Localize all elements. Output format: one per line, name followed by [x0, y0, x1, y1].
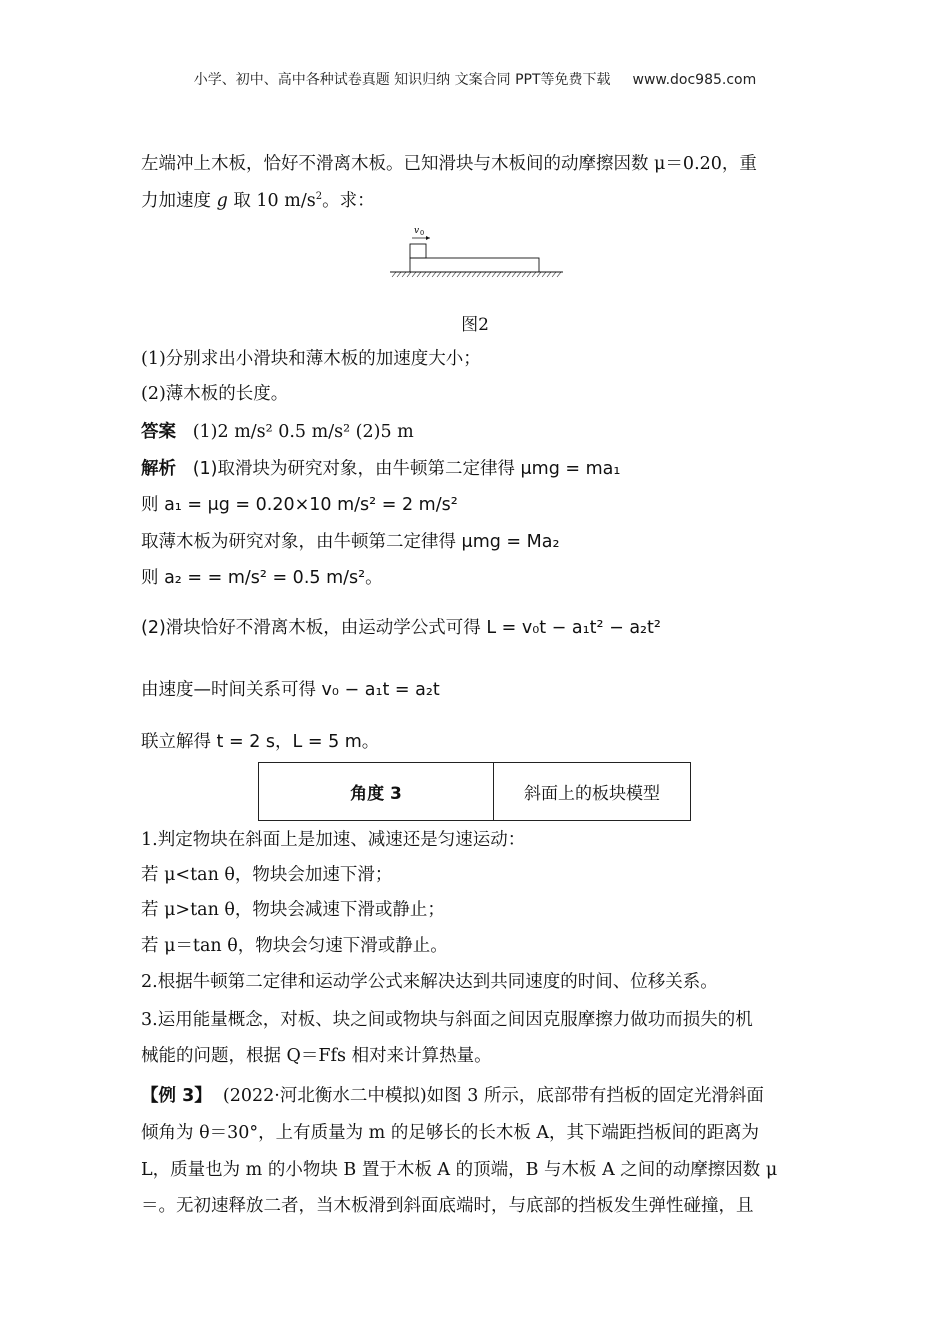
- point-2: 2.根据牛顿第二定律和运动学公式来解决达到共同速度的时间、位移关系。: [141, 972, 718, 992]
- point-condition-decel: 若 μ>tan θ，物块会减速下滑或静止；: [141, 900, 445, 920]
- angle-title: 斜面上的板块模型: [524, 784, 660, 804]
- svg-text:v: v: [414, 226, 420, 236]
- solution-line-6: 由速度—时间关系可得 v₀ − a₁t = a₂t: [141, 680, 440, 700]
- velocity-label: [414, 226, 424, 237]
- example-line-2: 倾角为 θ＝30°，上有质量为 m 的足够长的长木板 A，其下端距挡板间的距离为: [141, 1123, 760, 1143]
- angle-number: 角度 3: [259, 763, 494, 820]
- problem-line-2: 力加速度 g 取 10 $m/s^2$。求：: [141, 191, 375, 211]
- solution-line-2: 则 a₁ = μg = 0.20×10 m/s² = 2 m/s²: [141, 495, 458, 515]
- point-3-line-2: 械能的问题，根据 Q＝Ffs 相对来计算热量。: [141, 1046, 492, 1066]
- answer-text: (1)2 m/s² 0.5 m/s² (2)5 m: [192, 422, 414, 442]
- solution-line-3: 取薄木板为研究对象，由牛顿第二定律得 μmg = Ma₂: [141, 532, 560, 552]
- figure-caption: 图2: [461, 315, 489, 335]
- solution-line-5: (2)滑块恰好不滑离木板，由运动学公式可得 L = v₀t − a₁t² − a₂t²: [141, 618, 661, 638]
- example-line-3: L，质量也为 m 的小物块 B 置于木板 A 的顶端，B 与木板 A 之间的动摩擦因数 μ: [141, 1160, 778, 1180]
- header-text: 小学、初中、高中各种试卷真题 知识归纳 文案合同 PPT等免费下载: [193, 72, 611, 88]
- question-1: (1)分别求出小滑块和薄木板的加速度大小；: [141, 349, 481, 369]
- point-1: 1.判定物块在斜面上是加速、减速还是匀速运动：: [141, 830, 526, 850]
- problem-line-1: 左端冲上木板，恰好不滑离木板。已知滑块与木板间的动摩擦因数 μ＝0.20，重: [141, 154, 757, 174]
- ground-hatching: [392, 272, 561, 277]
- wooden-board: [410, 258, 539, 272]
- answer-line: [141, 420, 414, 444]
- example-line-4: ＝。无初速释放二者，当木板滑到斜面底端时，与底部的挡板发生弹性碰撞，且: [141, 1196, 754, 1216]
- page-header: [0, 69, 950, 89]
- angle-table: [258, 762, 691, 821]
- slider-board-figure: [385, 224, 565, 284]
- point-condition-uniform: 若 μ＝tan θ，物块会匀速下滑或静止。: [141, 936, 448, 956]
- example-line-1: 【例 3】 (2022·河北衡水二中模拟)如图 3 所示，底部带有挡板的固定光滑斜面: [141, 1086, 764, 1106]
- question-2: (2)薄木板的长度。: [141, 384, 289, 404]
- svg-text:0: 0: [420, 229, 425, 237]
- header-url[interactable]: www.doc985.com: [632, 72, 757, 88]
- point-3-line-1: 3.运用能量概念，对板、块之间或物块与斜面之间因克服摩擦力做功而损失的机: [141, 1010, 753, 1030]
- solution-line-1: 解析 (1)取滑块为研究对象，由牛顿第二定律得 μmg = ma₁: [141, 459, 621, 479]
- solution-label: 解析: [141, 459, 176, 479]
- answer-label: 答案: [141, 422, 176, 442]
- example-label: 【例 3】: [141, 1086, 212, 1106]
- solution-line-4: 则 a₂ = = m/s² = 0.5 m/s²。: [141, 568, 383, 588]
- slider-block: [410, 244, 426, 258]
- point-condition-accel: 若 μ<tan θ，物块会加速下滑；: [141, 865, 393, 885]
- solution-line-7: 联立解得 t = 2 s，L = 5 m。: [141, 732, 380, 752]
